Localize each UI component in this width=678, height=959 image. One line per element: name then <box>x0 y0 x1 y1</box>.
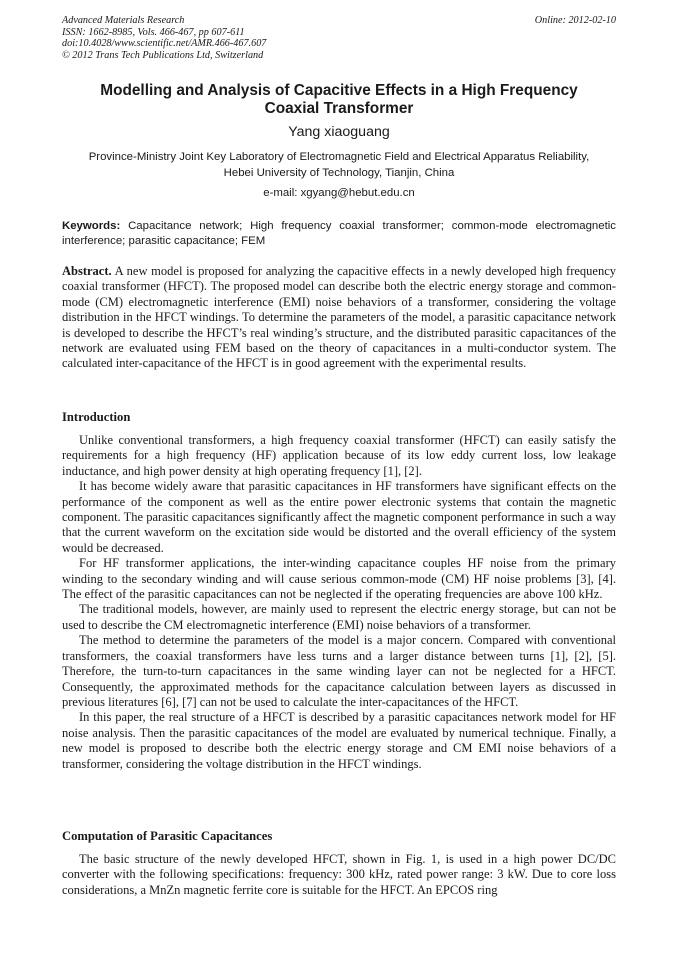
title-line-1: Modelling and Analysis of Capacitive Effects in a High Frequency <box>100 82 578 99</box>
intro-paragraph: The method to determine the parameters of the model is a major concern. Compared with conventional transformers, the coaxial transformers have less turns and a larger distance between turns [1], [2], [5]. Therefore, the turn-to-turn capacitances in the same winding layer can not be neglected for a HFCT. Consequently, the approximated methods for the capacitance calculation between layers as discussed in previous literatures [6], [7] can not be used to calculate the inter-capacitances of the HFCT. <box>62 633 616 709</box>
computation-body <box>62 852 616 898</box>
introduction-heading: Introduction <box>62 410 131 424</box>
doi-line: doi:10.4028/www.scientific.net/AMR.466-467.607 <box>62 38 267 50</box>
abstract-block <box>62 264 616 372</box>
author-name: Yang xiaoguang <box>288 124 390 140</box>
copyright-line: © 2012 Trans Tech Publications Ltd, Switzerland <box>62 49 264 61</box>
issn-line: ISSN: 1662-8985, Vols. 466-467, pp 607-611 <box>62 26 245 38</box>
intro-paragraph: It has become widely aware that parasitic capacitances in HF transformers have significant effects on the performance of the component as well as the entire power electronic systems that contain the magnetic component. The parasitic capacitances significantly affect the magnetic component performance in such a way that the current waveform on the excitation side would be distorted and the overall efficiency of the system would be decreased. <box>62 479 616 555</box>
keywords-text: Capacitance network; High frequency coaxial transformer; common-mode electromagnetic interference; parasitic capacitance; FEM <box>62 220 616 247</box>
keywords-block <box>62 219 616 248</box>
abstract-text: A new model is proposed for analyzing the capacitive effects in a newly developed high frequency coaxial transformer (HFCT). The proposed model can describe both the electric energy storage and common-mode (CM) electromagnetic interference (EMI) noise behaviors of a transformer, considering the voltage distribution in the HFCT windings. To determine the parameters of the model, a parasitic capacitance network is developed to describe the HFCT’s real winding’s structure, and the distributed parasitic capacitances of the network are evaluated using FEM based on the theory of capacitances in a multi-conductor system. The calculated inter-capacitance of the HFCT is in good agreement with the experimental results. <box>62 264 617 371</box>
keywords-label: Keywords: <box>62 220 121 232</box>
intro-paragraph: In this paper, the real structure of a HFCT is described by a parasitic capacitances network model for HF noise analysis. Then the parasitic capacitances of the model are evaluated by numerical technique. Finally, a new model is proposed to describe both the electric energy storage and CM EMI noise behaviors of a transformer, considering the voltage distribution in the HFCT windings. <box>62 710 616 771</box>
affiliation <box>40 149 638 182</box>
abstract-label: Abstract. <box>62 264 112 278</box>
computation-paragraph: The basic structure of the newly developed HFCT, shown in Fig. 1, is used in a high power DC/DC converter with the following specifications: frequency: 300 kHz, rated power range: 3 kW. Due to core loss considerations, a MnZn magnetic ferrite core is suitable for the HFCT. An EPCOS ring <box>62 852 616 897</box>
journal-header <box>62 15 616 61</box>
online-date: Online: 2012-02-10 <box>534 15 616 26</box>
title-line-2: Coaxial Transformer <box>264 100 414 117</box>
journal-name: Advanced Materials Research <box>62 15 185 26</box>
affiliation-line-2: Hebei University of Technology, Tianjin, China <box>223 167 455 180</box>
author-email: e-mail: xgyang@hebut.edu.cn <box>263 187 415 199</box>
computation-heading: Computation of Parasitic Capacitances <box>62 829 273 843</box>
intro-paragraph: For HF transformer applications, the inter-winding capacitance couples HF noise from the primary winding to the secondary winding and will cause serious common-mode (CM) HF noise problems [3], [4]. The effect of the parasitic capacitances can not be neglected if the operating frequencies are above 100 kHz. <box>62 556 616 602</box>
intro-paragraph: Unlike conventional transformers, a high frequency coaxial transformer (HFCT) can easily satisfy the requirements for a high frequency (HF) application because of its low eddy current loss, low leakage inductance, and high power density at high operating frequency [1], [2]. <box>62 433 616 478</box>
introduction-body <box>62 433 616 772</box>
intro-paragraph: The traditional models, however, are mainly used to represent the electric energy storage, but can not be used to describe the CM electromagnetic interference (EMI) noise behaviors of a transformer. <box>62 602 616 632</box>
affiliation-line-1: Province-Ministry Joint Key Laboratory of Electromagnetic Field and Electrical Apparatus Reliability, <box>88 151 590 163</box>
paper-title <box>62 82 616 118</box>
